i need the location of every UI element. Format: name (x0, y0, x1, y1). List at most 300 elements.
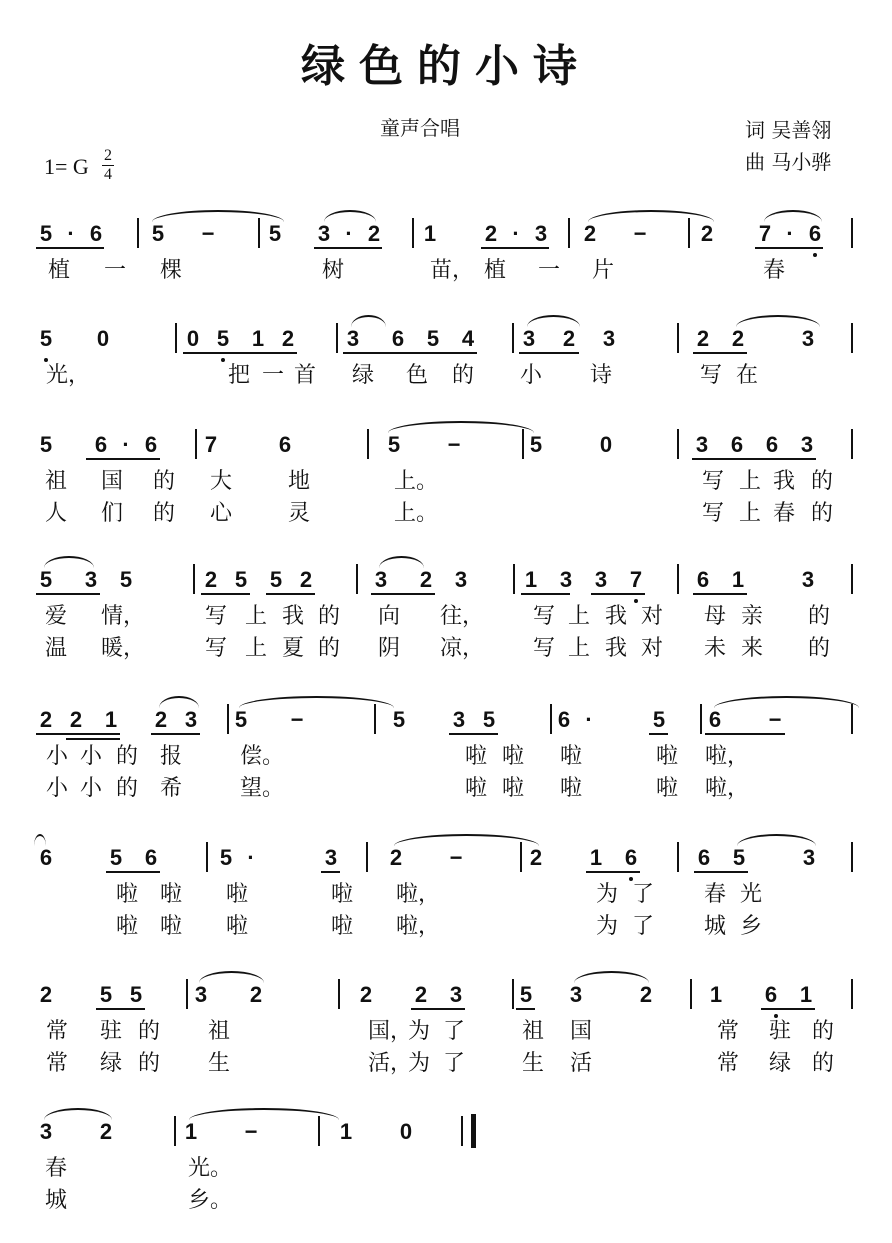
slur (152, 210, 284, 222)
note: 5 (99, 982, 113, 1007)
lyric-verse-2: 城 (704, 914, 727, 939)
duration-underline (371, 593, 435, 595)
note: 5 (39, 567, 53, 592)
note: 0 (599, 432, 613, 457)
duration-underline (705, 733, 785, 735)
slur (527, 315, 580, 327)
barline (512, 323, 514, 353)
dash-note: − (290, 707, 304, 732)
dash-note: − (449, 845, 463, 870)
barline (851, 564, 853, 594)
lyric-verse-2: 啦 (116, 914, 139, 939)
duration-underline (36, 247, 104, 249)
note: 2 (700, 221, 714, 246)
lyric-verse-1: 一 (104, 258, 127, 283)
lyric-verse-2: 了 (632, 914, 655, 939)
note: 2 (583, 221, 597, 246)
lyric-verse-1: 诗 (590, 363, 613, 388)
barline (412, 218, 414, 248)
lyric-verse-2: 啦 (502, 776, 525, 801)
note: 5 (129, 982, 143, 1007)
lyric-verse-2: 对 (641, 636, 664, 661)
duration-underline (449, 733, 498, 735)
lyric-verse-2: 们 (101, 501, 124, 526)
duration-underline (411, 1008, 465, 1010)
note: 3 (39, 1119, 53, 1144)
time-signature-top: 2 (104, 147, 112, 164)
lyric-verse-1: 国， (368, 1019, 413, 1044)
lyric-verse-2: 常 (717, 1051, 740, 1076)
lyric-verse-1: 常 (717, 1019, 740, 1044)
barline (186, 979, 188, 1009)
note: 2 (389, 845, 403, 870)
note: 3 (594, 567, 608, 592)
note: 2 (39, 707, 53, 732)
lyric-verse-1: 亲 (741, 604, 764, 629)
lyric-verse-2: 绿 (769, 1051, 792, 1076)
lyric-verse-2: 小 (46, 776, 69, 801)
duration-underline (694, 871, 748, 873)
final-barline (471, 1114, 476, 1148)
note: 3 (559, 567, 573, 592)
barline (690, 979, 692, 1009)
lyric-verse-1: 色 (406, 363, 429, 388)
lyric-verse-1: 片 (592, 258, 615, 283)
note: 3 (454, 567, 468, 592)
note: 3 (801, 326, 815, 351)
lyric-verse-1: 上 (568, 604, 591, 629)
note: 5 (732, 845, 746, 870)
duration-underline (66, 738, 120, 740)
lyric-verse-1: 的 (138, 1019, 161, 1044)
barline (227, 704, 229, 734)
lyric-verse-1: 驻 (100, 1019, 123, 1044)
duration-underline (314, 247, 382, 249)
note: 2 (529, 845, 543, 870)
note: 3 (324, 845, 338, 870)
note: 5 (387, 432, 401, 457)
augmentation-dot: · (512, 221, 520, 246)
barline (851, 429, 853, 459)
note: 3 (522, 326, 536, 351)
lyric-verse-1: 一 (538, 258, 561, 283)
lyric-verse-2: 的 (116, 776, 139, 801)
dash-note: − (633, 221, 647, 246)
note: 5 (426, 326, 440, 351)
note: 7 (629, 567, 643, 592)
slur (764, 210, 822, 222)
note: 3 (800, 432, 814, 457)
lyric-verse-2: 来 (741, 636, 764, 661)
duration-underline (106, 871, 160, 873)
lyric-verse-2: 啦， (705, 776, 750, 801)
lyric-verse-2: 心 (210, 501, 233, 526)
note: 5 (39, 326, 53, 351)
barline (137, 218, 139, 248)
lyric-verse-2: 春 (773, 501, 796, 526)
note: 5 (109, 845, 123, 870)
slur (34, 834, 46, 846)
lyric-verse-2: 乡 (740, 914, 763, 939)
slur (388, 421, 534, 433)
note: 2 (154, 707, 168, 732)
note: 3 (84, 567, 98, 592)
note: 6 (808, 221, 822, 246)
barline (258, 218, 260, 248)
slur (44, 556, 94, 568)
note: 3 (452, 707, 466, 732)
lyricist: 词 吴善翎 (745, 118, 832, 142)
lyric-verse-1: 报 (160, 744, 183, 769)
note: 1 (524, 567, 538, 592)
barline (195, 429, 197, 459)
note: 3 (602, 326, 616, 351)
octave-dot (813, 253, 817, 257)
note: 6 (39, 845, 53, 870)
note: 5 (39, 432, 53, 457)
dash-note: − (768, 707, 782, 732)
note: 3 (184, 707, 198, 732)
lyric-verse-2: 乡。 (188, 1188, 233, 1213)
slur (159, 696, 199, 708)
lyric-verse-1: 写 (702, 469, 725, 494)
lyric-verse-2: 夏 (282, 636, 305, 661)
duration-underline (96, 1008, 145, 1010)
barline (522, 429, 524, 459)
note: 0 (96, 326, 110, 351)
lyric-verse-1: 苗， (430, 258, 475, 283)
lyric-verse-1: 我 (605, 604, 628, 629)
duration-underline (86, 458, 160, 460)
lyric-verse-1: 春 (704, 882, 727, 907)
note: 6 (624, 845, 638, 870)
subtitle: 童声合唱 (380, 116, 460, 140)
note: 1 (799, 982, 813, 1007)
lyric-verse-1: 写 (700, 363, 723, 388)
note: 5 (529, 432, 543, 457)
slur (574, 971, 649, 983)
slur (351, 315, 386, 327)
duration-underline (201, 593, 250, 595)
note: 3 (801, 567, 815, 592)
barline (336, 323, 338, 353)
lyric-verse-1: 母 (704, 604, 727, 629)
barline (513, 564, 515, 594)
note: 5 (234, 707, 248, 732)
lyric-verse-1: 常 (46, 1019, 69, 1044)
barline (366, 842, 368, 872)
note: 5 (216, 326, 230, 351)
lyric-verse-2: 城 (45, 1188, 68, 1213)
lyric-verse-2: 的 (808, 636, 831, 661)
note: 2 (414, 982, 428, 1007)
lyric-verse-1: 春 (763, 258, 786, 283)
lyric-verse-2: 为 (596, 914, 619, 939)
lyric-verse-1: 上 (739, 469, 762, 494)
duration-underline (591, 593, 645, 595)
duration-underline (649, 733, 668, 735)
lyric-verse-1: 的 (116, 744, 139, 769)
note: 3 (534, 221, 548, 246)
slur (199, 971, 264, 983)
composer: 曲 马小骅 (745, 150, 832, 174)
lyric-verse-1: 对 (641, 604, 664, 629)
slur (189, 1108, 339, 1120)
lyric-verse-1: 为 (596, 882, 619, 907)
lyric-verse-2: 凉， (440, 636, 485, 661)
note: 6 (278, 432, 292, 457)
duration-underline (36, 593, 100, 595)
note: 5 (268, 221, 282, 246)
barline (677, 842, 679, 872)
lyric-verse-1: 国 (570, 1019, 593, 1044)
duration-underline (693, 593, 747, 595)
lyric-verse-1: 了 (632, 882, 655, 907)
lyric-verse-2: 的 (318, 636, 341, 661)
octave-dot (629, 877, 633, 881)
slur (239, 696, 394, 708)
lyric-verse-2: 上 (245, 636, 268, 661)
lyric-verse-2: 阴 (378, 636, 401, 661)
lyric-verse-1: 的 (812, 1019, 835, 1044)
note: 3 (194, 982, 208, 1007)
note: 2 (299, 567, 313, 592)
slur (44, 1108, 112, 1120)
note: 6 (696, 567, 710, 592)
octave-dot (774, 1014, 778, 1018)
lyric-verse-1: 啦 (160, 882, 183, 907)
lyric-verse-1: 啦 (465, 744, 488, 769)
song-title: 绿色的小诗 (301, 41, 591, 92)
note: 7 (204, 432, 218, 457)
note: 6 (730, 432, 744, 457)
lyric-verse-1: 首 (294, 363, 317, 388)
note: 3 (569, 982, 583, 1007)
lyric-verse-1: 小 (46, 744, 69, 769)
lyric-verse-1: 小 (520, 363, 543, 388)
lyric-verse-2: 啦 (226, 914, 249, 939)
lyric-verse-1: 写 (533, 604, 556, 629)
duration-underline (481, 247, 549, 249)
lyric-verse-1: 了 (443, 1019, 466, 1044)
note: 2 (69, 707, 83, 732)
note: 6 (144, 845, 158, 870)
note: 3 (695, 432, 709, 457)
lyric-verse-1: 的 (811, 469, 834, 494)
note: 5 (119, 567, 133, 592)
lyric-verse-1: 把 (228, 363, 251, 388)
lyric-verse-2: 小 (80, 776, 103, 801)
octave-dot (221, 358, 225, 362)
barline (677, 323, 679, 353)
lyric-verse-1: 地 (288, 469, 311, 494)
augmentation-dot: · (122, 432, 130, 457)
note: 3 (346, 326, 360, 351)
note: 5 (519, 982, 533, 1007)
note: 6 (708, 707, 722, 732)
note: 6 (557, 707, 571, 732)
lyric-verse-1: 大 (210, 469, 233, 494)
lyric-verse-1: 光 (740, 882, 763, 907)
note: 1 (709, 982, 723, 1007)
barline (851, 218, 853, 248)
note: 2 (281, 326, 295, 351)
lyric-verse-2: 生 (522, 1051, 545, 1076)
lyric-verse-2: 灵 (288, 501, 311, 526)
barline (520, 842, 522, 872)
duration-underline (755, 247, 823, 249)
barline (550, 704, 552, 734)
note: 2 (419, 567, 433, 592)
lyric-verse-1: 绿 (352, 363, 375, 388)
duration-underline (521, 593, 570, 595)
key-signature: 1= G (44, 154, 89, 179)
note: 2 (249, 982, 263, 1007)
duration-underline (693, 352, 747, 354)
lyric-verse-1: 上 (245, 604, 268, 629)
lyric-verse-1: 写 (205, 604, 228, 629)
note: 6 (765, 432, 779, 457)
duration-underline (761, 1008, 815, 1010)
lyric-verse-1: 爱 (45, 604, 68, 629)
lyric-verse-2: 希 (160, 776, 183, 801)
slur (737, 834, 816, 846)
lyric-verse-1: 向 (378, 604, 401, 629)
note: 1 (589, 845, 603, 870)
augmentation-dot: · (585, 707, 593, 732)
augmentation-dot: · (247, 845, 255, 870)
barline (677, 429, 679, 459)
lyric-verse-2: 绿 (100, 1051, 123, 1076)
lyric-verse-1: 的 (808, 604, 831, 629)
barline (677, 564, 679, 594)
duration-underline (321, 871, 340, 873)
note: 6 (94, 432, 108, 457)
lyric-verse-1: 祖 (208, 1019, 231, 1044)
lyric-verse-1: 往， (440, 604, 485, 629)
note: 5 (482, 707, 496, 732)
lyric-verse-2: 写 (205, 636, 228, 661)
duration-underline (586, 871, 640, 873)
lyric-verse-1: 祖 (45, 469, 68, 494)
barline (568, 218, 570, 248)
lyric-verse-2: 的 (812, 1051, 835, 1076)
lyric-verse-1: 为 (408, 1019, 431, 1044)
slur (394, 834, 539, 846)
lyric-verse-1: 光。 (188, 1156, 233, 1181)
lyric-verse-2: 写 (702, 501, 725, 526)
note: 3 (374, 567, 388, 592)
lyric-verse-1: 树 (322, 258, 345, 283)
lyric-verse-1: 啦 (560, 744, 583, 769)
lyric-verse-2: 上。 (394, 501, 439, 526)
barline (461, 1116, 463, 1146)
barline (688, 218, 690, 248)
duration-underline (343, 352, 477, 354)
slur (379, 556, 424, 568)
note: 6 (89, 221, 103, 246)
augmentation-dot: · (67, 221, 75, 246)
lyric-verse-2: 啦， (396, 914, 441, 939)
note: 2 (731, 326, 745, 351)
barline (338, 979, 340, 1009)
barline (851, 323, 853, 353)
note: 5 (39, 221, 53, 246)
lyric-verse-1: 一 (262, 363, 285, 388)
lyric-verse-1: 在 (736, 363, 759, 388)
note: 2 (99, 1119, 113, 1144)
note: 1 (731, 567, 745, 592)
note: 4 (461, 326, 475, 351)
lyric-verse-1: 棵 (160, 258, 183, 283)
note: 3 (449, 982, 463, 1007)
dash-note: − (447, 432, 461, 457)
note: 0 (186, 326, 200, 351)
lyric-verse-2: 啦 (560, 776, 583, 801)
note: 3 (802, 845, 816, 870)
note: 1 (423, 221, 437, 246)
note: 5 (269, 567, 283, 592)
lyric-verse-1: 国 (101, 469, 124, 494)
lyric-verse-2: 啦 (465, 776, 488, 801)
note: 1 (184, 1119, 198, 1144)
lyric-verse-2: 啦 (331, 914, 354, 939)
time-signature-bottom: 4 (104, 166, 112, 183)
dash-note: − (244, 1119, 258, 1144)
augmentation-dot: · (786, 221, 794, 246)
barline (356, 564, 358, 594)
duration-underline (519, 352, 579, 354)
lyric-verse-1: 啦 (502, 744, 525, 769)
lyric-verse-2: 常 (46, 1051, 69, 1076)
barline (512, 979, 514, 1009)
barline (700, 704, 702, 734)
note: 7 (758, 221, 772, 246)
note: 2 (204, 567, 218, 592)
lyric-verse-1: 植 (48, 258, 71, 283)
slur (714, 696, 859, 708)
lyric-verse-1: 啦 (331, 882, 354, 907)
slur (736, 315, 820, 327)
lyric-verse-2: 上 (568, 636, 591, 661)
lyric-verse-1: 情， (101, 604, 146, 629)
barline (175, 323, 177, 353)
lyric-verse-1: 光， (46, 363, 91, 388)
note: 5 (219, 845, 233, 870)
lyric-verse-2: 写 (533, 636, 556, 661)
lyric-verse-2: 的 (811, 501, 834, 526)
duration-underline (266, 593, 315, 595)
octave-dot (44, 358, 48, 362)
lyric-verse-1: 啦， (396, 882, 441, 907)
lyric-verse-2: 了 (443, 1051, 466, 1076)
lyric-verse-1: 植 (484, 258, 507, 283)
lyric-verse-2: 温 (45, 636, 68, 661)
barline (193, 564, 195, 594)
lyric-verse-1: 我 (282, 604, 305, 629)
lyric-verse-1: 啦 (656, 744, 679, 769)
lyric-verse-1: 我 (773, 469, 796, 494)
note: 3 (317, 221, 331, 246)
note: 2 (696, 326, 710, 351)
duration-underline (692, 458, 816, 460)
octave-dot (634, 599, 638, 603)
lyric-verse-1: 啦 (116, 882, 139, 907)
note: 2 (562, 326, 576, 351)
note: 5 (392, 707, 406, 732)
lyric-verse-1: 祖 (522, 1019, 545, 1044)
lyric-verse-2: 活 (570, 1051, 593, 1076)
